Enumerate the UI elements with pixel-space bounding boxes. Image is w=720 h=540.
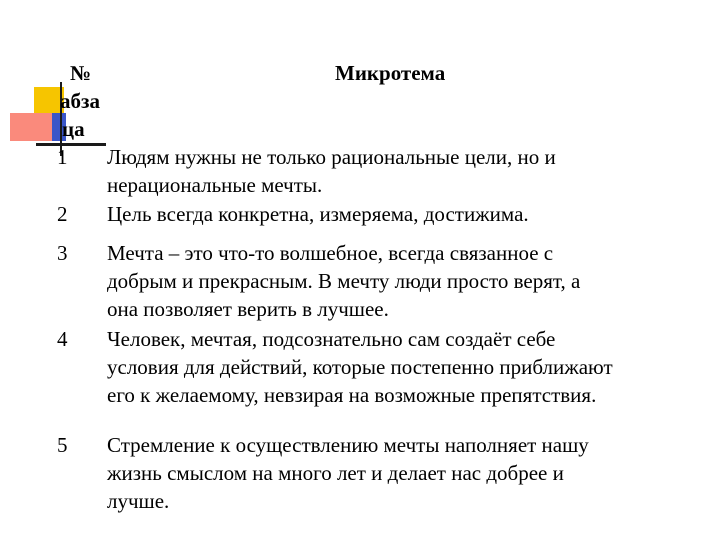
decorative-red-rectangle: [10, 113, 52, 141]
paragraph-number: 4: [57, 327, 68, 351]
paragraph-number: 3: [57, 241, 68, 265]
paragraph-line: условия для действий, которые постепенно приближают: [107, 355, 613, 379]
paragraph-line: Стремление к осуществлению мечты наполняет нашу: [107, 433, 589, 457]
paragraph-line: Людям нужны не только рациональные цели, но и: [107, 145, 556, 169]
paragraph-line: добрым и прекрасным. В мечту люди просто верят, а: [107, 269, 581, 293]
paragraph-line: нерациональные мечты.: [107, 173, 323, 197]
paragraph-line: жизнь смыслом на много лет и делает нас добрее и: [107, 461, 564, 485]
paragraph-line: она позволяет верить в лучшее.: [107, 297, 389, 321]
paragraph-number: 5: [57, 433, 68, 457]
paragraph-line: лучше.: [107, 489, 170, 513]
paragraph-line: его к желаемому, невзирая на возможные препятствия.: [107, 383, 597, 407]
decorative-horizontal-line: [36, 143, 106, 146]
paragraph-line: Человек, мечтая, подсознательно сам создаёт себе: [107, 327, 556, 351]
paragraph-line: Мечта – это что-то волшебное, всегда связанное с: [107, 241, 554, 265]
paragraph-number: 2: [57, 202, 68, 226]
header-title: Микротема: [335, 61, 446, 85]
header-number-label: абза: [60, 89, 100, 113]
header-number-label: №: [70, 61, 92, 85]
header-number-label: ца: [62, 117, 85, 141]
paragraph-number: 1: [57, 145, 68, 169]
paragraph-line: Цель всегда конкретна, измеряема, достижима.: [107, 202, 529, 226]
